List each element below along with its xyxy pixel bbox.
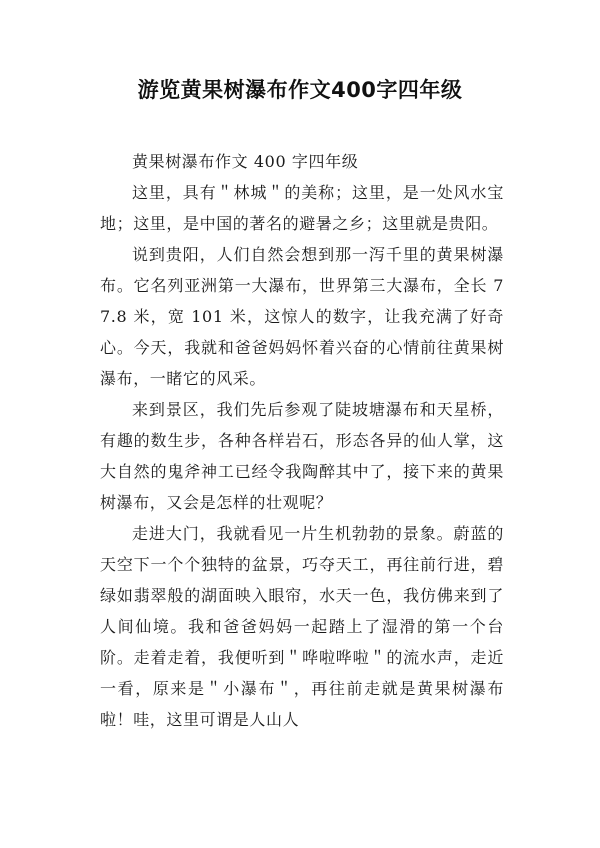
paragraph-3: 来到景区，我们先后参观了陡坡塘瀑布和天星桥，有趣的数生步，各种各样岩石，形态各异的仙人掌，这大自然的鬼斧神工已经令我陶醉其中了，接下来的黄果树瀑布，又会是怎样的壮观呢？ xyxy=(100,400,504,512)
document-title: 游览黄果树瀑布作文400字四年级 xyxy=(137,78,463,102)
document-subtitle: 黄果树瀑布作文 400 字四年级 xyxy=(132,152,359,171)
paragraph-1: 这里，具有＂林城＂的美称；这里，是一处风水宝地；这里，是中国的著名的避暑之乡；这里就是贵阳。 xyxy=(100,183,504,233)
document-body xyxy=(100,146,504,735)
paragraph-2: 说到贵阳，人们自然会想到那一泻千里的黄果树瀑布。它名列亚洲第一大瀑布，世界第三大瀑布，全长 77.8 米，宽 101 米，这惊人的数字，让我充满了好奇心。今天，我就和爸爸妈妈怀着兴奋的心情前往黄果树瀑布，一睹它的风采。 xyxy=(100,245,504,388)
paragraph-4: 走进大门，我就看见一片生机勃勃的景象。蔚蓝的天空下一个个独特的盆景，巧夺天工，再往前行进，碧绿如翡翠般的湖面映入眼帘，水天一色，我仿佛来到了人间仙境。我和爸爸妈妈一起踏上了湿滑的第一个台阶。走着走着，我便听到＂哗啦哗啦＂的流水声，走近一看，原来是＂小瀑布＂，再往前走就是黄果树瀑布啦！哇，这里可谓是人山人 xyxy=(100,524,504,729)
